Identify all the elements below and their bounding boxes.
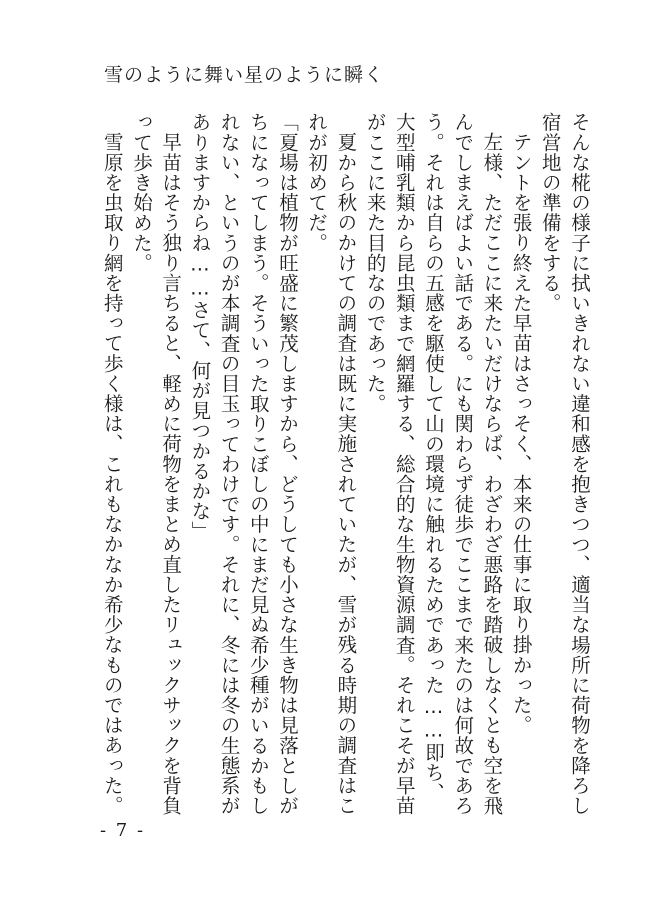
paragraph: 夏から秋のかけての調査は既に実施されていたが、雪が残る時期の調査はこれが初めてだ。: [305, 112, 358, 815]
paragraph: 早苗はそう独り言ちると、軽めに荷物をまとめ直したリュックサックを背負って歩き始めた。: [129, 112, 183, 815]
page-number: - 7 -: [100, 820, 146, 841]
paragraph: テントを張り終えた早苗はさっそく、本来の仕事に取り掛かった。: [509, 131, 533, 735]
running-title: 雪のように舞い星のように瞬く: [104, 64, 385, 86]
dialogue-paragraph: 「夏場は植物が旺盛に繁茂しますから、どうしても小さな生き物は見落としがちになってしまう。そういった取りこぼしの中にまだ見ぬ希少種がいるかもしれない、というのが本調査の目玉ってわけです。それに、冬には冬の生態系がありますからね……さて、何が見つかるかな」: [188, 112, 299, 816]
paragraph: そんな椛の様子に拭いきれない違和感を抱きつつ、適当な場所に荷物を降ろし宿営地の準備をする。: [538, 112, 591, 816]
paragraph: 左様、ただここに来たいだけならば、わざわざ悪路を踏破しなくとも空を飛んでしまえばよい話である。にも関わらず徒歩でここまで来たのは何故であろう。それは自らの五感を駆使して山の環境に触れるためであった……即ち、大型哺乳類から昆虫類まで網羅する、総合的な生物資源調査。それこそが早苗がここに来た目的なのであった。: [363, 112, 504, 816]
body-text: [100, 112, 594, 822]
paragraph: 雪原を虫取り網を持って歩く様は、これもなかなか希少なものではあった。: [100, 131, 124, 815]
